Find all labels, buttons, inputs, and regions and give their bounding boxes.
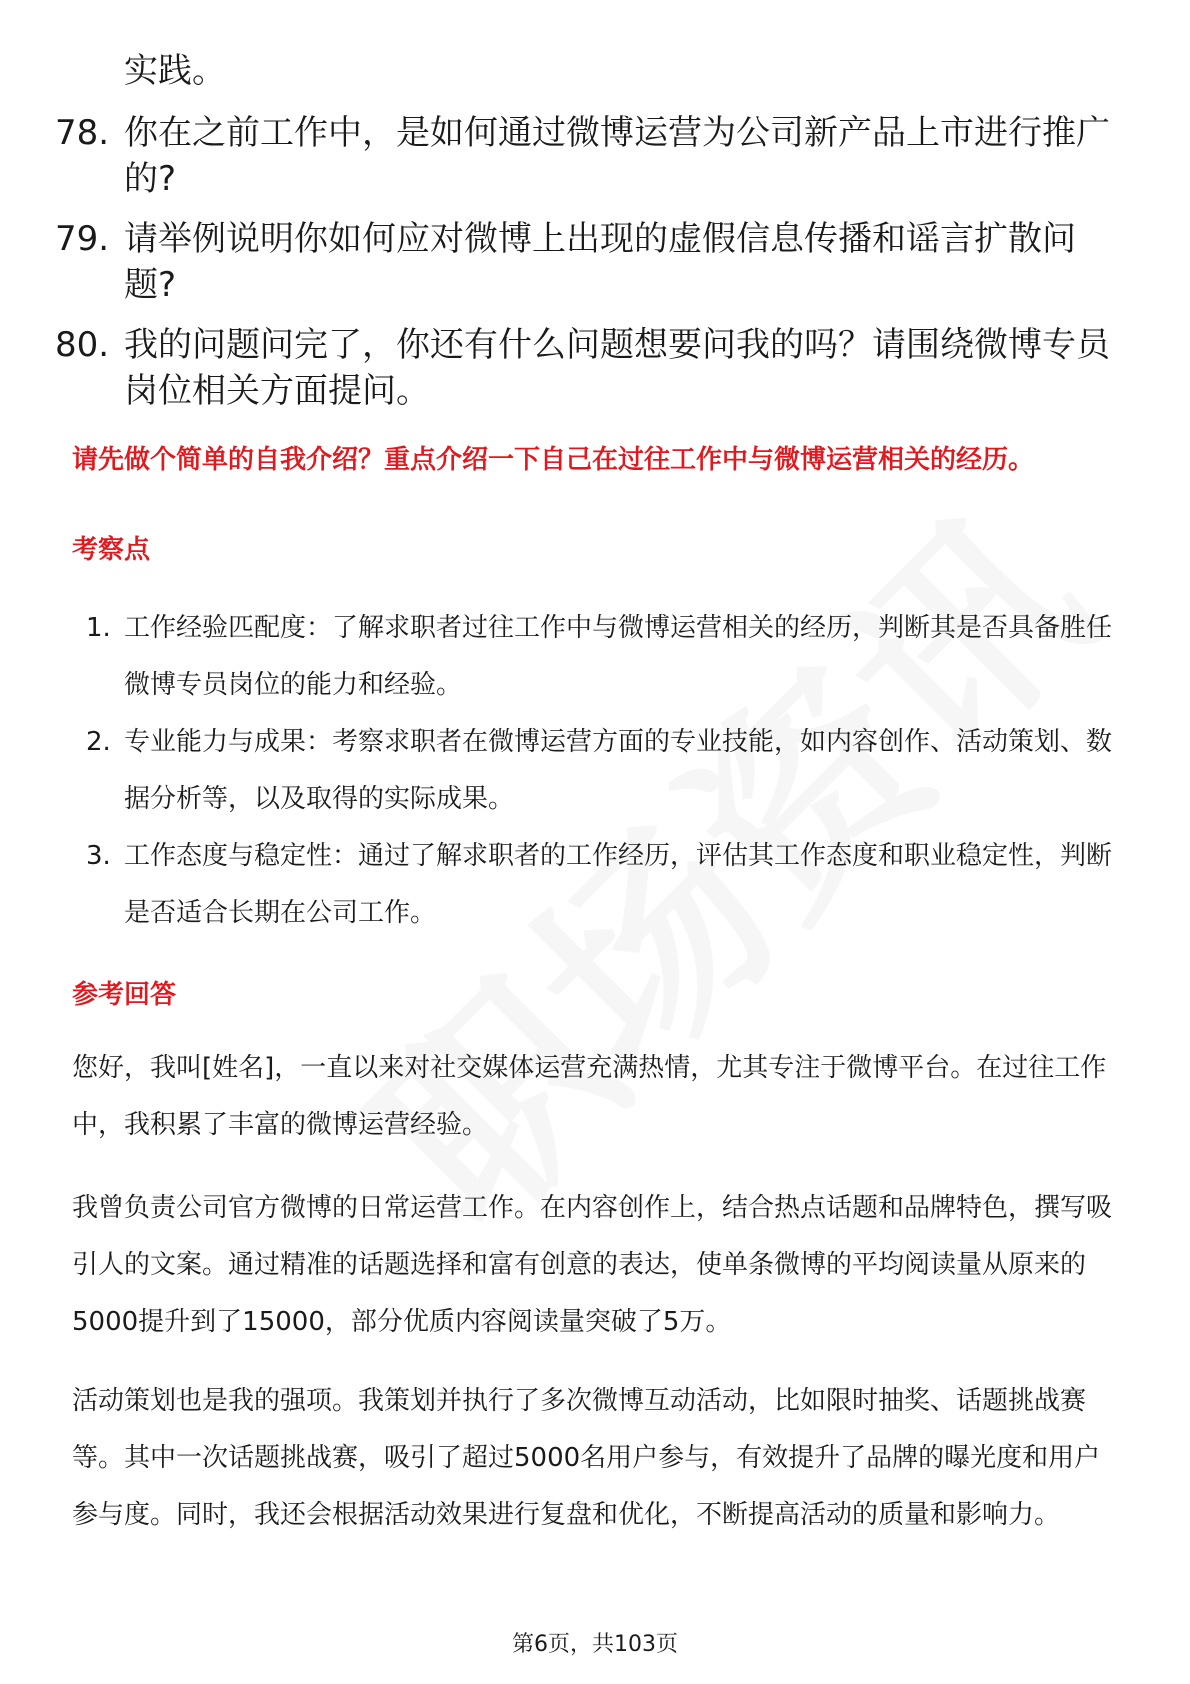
question-item <box>0 110 1114 202</box>
examination-label: 考察点 <box>72 535 151 565</box>
reference-paragraph: 活动策划也是我的强项。我策划并执行了多次微博互动活动，比如限时抽奖、话题挑战赛等。其中一次话题挑战赛，吸引了超过5000名用户参与，有效提升了品牌的曝光度和用户参与度。同时，我还会根据活动效果进行复盘和优化，不断提高活动的质量和影响力。 <box>72 1386 1101 1530</box>
reference-paragraph: 您好，我叫[姓名]，一直以来对社交媒体运营充满热情，尤其专注于微博平台。在过往工作中，我积累了丰富的微博运营经验。 <box>72 1053 1107 1140</box>
question-number: 80. <box>55 325 110 365</box>
point-number: 1. <box>86 613 111 643</box>
question-number: 78. <box>55 113 110 153</box>
point-text: 工作态度与稳定性：通过了解求职者的工作经历，评估其工作态度和职业稳定性，判断是否适合长期在公司工作。 <box>124 841 1113 928</box>
point-text: 工作经验匹配度：了解求职者过往工作中与微博运营相关的经历，判断其是否具备胜任微博专员岗位的能力和经验。 <box>124 613 1113 700</box>
examination-points-list <box>0 600 1190 942</box>
reference-paragraph: 我曾负责公司官方微博的日常运营工作。在内容创作上，结合热点话题和品牌特色，撰写吸引人的文案。通过精准的话题选择和富有创意的表达，使单条微博的平均阅读量从原来的5000提升到了15000，部分优质内容阅读量突破了5万。 <box>72 1193 1113 1337</box>
point-number: 3. <box>86 841 111 871</box>
point-text: 专业能力与成果：考察求职者在微博运营方面的专业技能，如内容创作、活动策划、数据分析等，以及取得的实际成果。 <box>124 727 1113 814</box>
continuation-text: 实践。 <box>124 51 226 91</box>
reference-answer-label: 参考回答 <box>72 980 177 1010</box>
examination-point <box>0 714 1114 828</box>
question-text: 请举例说明你如何应对微博上出现的虚假信息传播和谣言扩散问题? <box>124 219 1076 305</box>
page-footer: 第6页，共103页 <box>512 1632 678 1657</box>
question-number: 79. <box>55 219 110 259</box>
examination-point <box>0 600 1114 714</box>
question-text: 你在之前工作中，是如何通过微博运营为公司新产品上市进行推广的? <box>124 113 1110 199</box>
question-text: 我的问题问完了，你还有什么问题想要问我的吗？请围绕微博专员岗位相关方面提问。 <box>124 325 1110 411</box>
question-item <box>0 322 1114 414</box>
question-item <box>0 216 1114 308</box>
examination-point <box>0 828 1114 942</box>
point-number: 2. <box>86 727 111 757</box>
section-title: 请先做个简单的自我介绍？重点介绍一下自己在过往工作中与微博运营相关的经历。 <box>72 445 1035 475</box>
question-list <box>0 110 1190 428</box>
